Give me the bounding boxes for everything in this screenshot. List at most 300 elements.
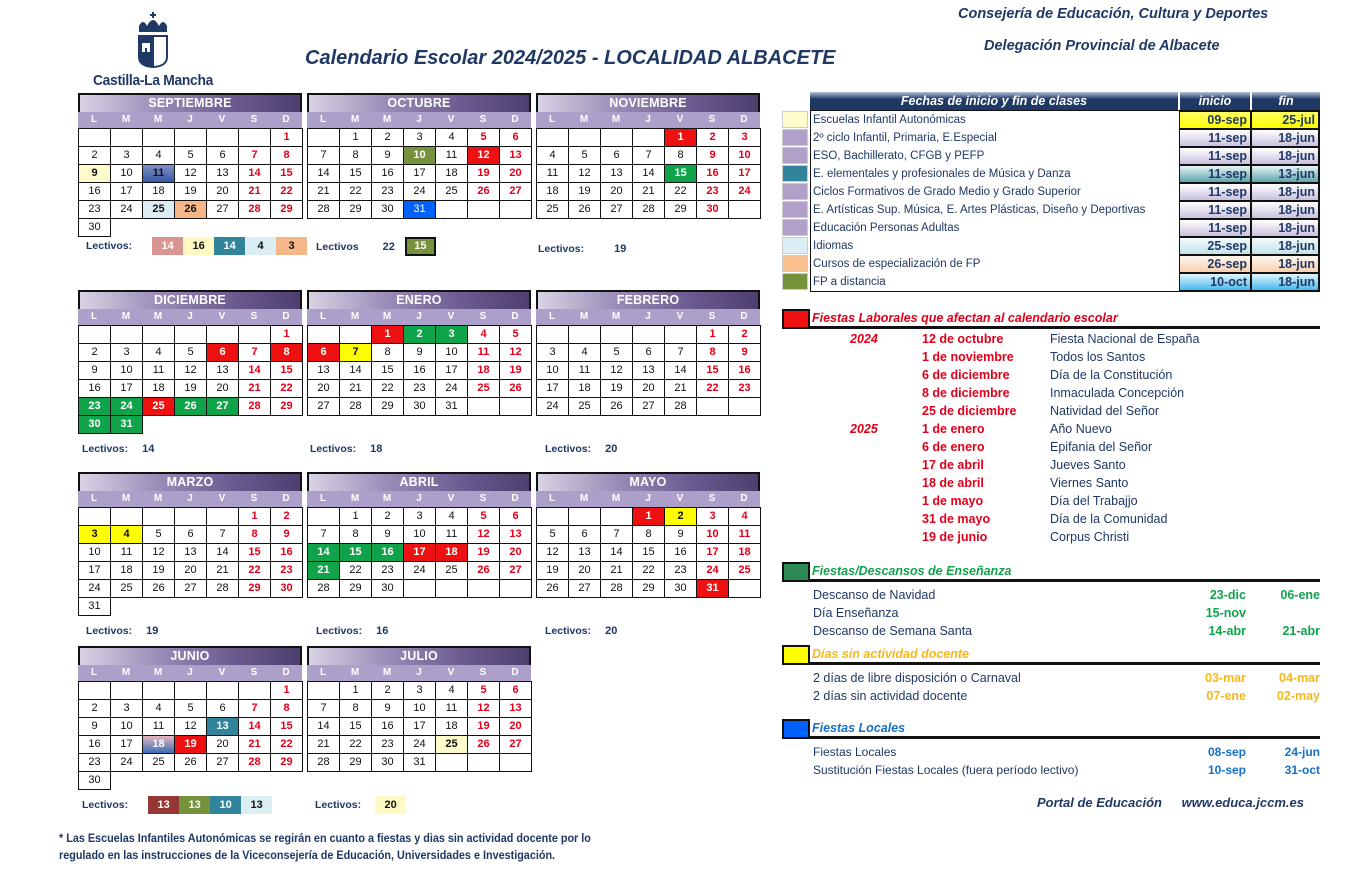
fin-date: 18-jun bbox=[1251, 219, 1319, 237]
empty-cell bbox=[536, 128, 569, 147]
day-cell: 11 bbox=[142, 361, 175, 380]
fiesta-laboral-row bbox=[782, 456, 1320, 474]
lectivos-summary bbox=[545, 622, 627, 640]
coat-of-arms-icon bbox=[133, 10, 173, 70]
fiesta-date: 19 de junio bbox=[922, 530, 988, 544]
level-label: Ciclos Formativos de Grado Medio y Grado Superior bbox=[810, 183, 1179, 201]
fiesta-date: 8 de diciembre bbox=[922, 386, 1010, 400]
day-cell: 12 bbox=[467, 699, 500, 718]
weekday-label: M bbox=[121, 311, 131, 322]
day-cell: 29 bbox=[270, 200, 303, 219]
lectivos-count: 3 bbox=[276, 237, 307, 255]
day-cell: 25 bbox=[728, 561, 761, 580]
day-cell: 30 bbox=[664, 579, 697, 598]
period-end: 31-oct bbox=[1284, 763, 1320, 777]
descansos-list bbox=[782, 586, 1320, 640]
day-cell: 20 bbox=[600, 182, 633, 201]
day-cell: 14 bbox=[664, 361, 697, 380]
period-name: Fiestas Locales bbox=[813, 745, 897, 759]
fiestas-laborales-title: Fiestas Laborales que afectan al calendario escolar bbox=[810, 310, 1320, 329]
month-abril bbox=[307, 472, 531, 597]
day-cell: 11 bbox=[728, 525, 761, 544]
fiesta-name: Fiesta Nacional de España bbox=[1050, 332, 1200, 346]
day-cell: 29 bbox=[339, 579, 372, 598]
day-cell: 29 bbox=[632, 579, 665, 598]
day-cell: 16 bbox=[78, 735, 111, 754]
fechas-row bbox=[810, 255, 1319, 273]
day-cell: 9 bbox=[371, 146, 404, 165]
day-cell: 26 bbox=[467, 561, 500, 580]
descansos-row bbox=[782, 604, 1320, 622]
day-cell: 1 bbox=[238, 507, 271, 526]
fiestas-laborales-section bbox=[782, 309, 1320, 546]
sin-actividad-swatch bbox=[782, 645, 810, 665]
lectivos-label: Lectivos: bbox=[82, 443, 129, 455]
empty-cell bbox=[142, 681, 175, 700]
empty-cell bbox=[632, 325, 665, 344]
fiesta-name: Año Nuevo bbox=[1050, 422, 1112, 436]
day-cell: 10 bbox=[403, 525, 436, 544]
day-cell: 26 bbox=[174, 397, 207, 416]
level-swatch bbox=[782, 165, 808, 182]
month-title: DICIEMBRE bbox=[78, 290, 302, 309]
day-cell: 8 bbox=[270, 146, 303, 165]
fin-date: 18-jun bbox=[1251, 237, 1319, 255]
day-cell: 24 bbox=[110, 753, 143, 772]
period-name: Descanso de Navidad bbox=[813, 588, 936, 602]
fiesta-date: 17 de abril bbox=[922, 458, 984, 472]
weekday-label: L bbox=[548, 114, 556, 125]
day-cell: 20 bbox=[174, 561, 207, 580]
fiesta-date: 1 de enero bbox=[922, 422, 985, 436]
empty-cell bbox=[435, 200, 468, 219]
fiestas-locales-swatch bbox=[782, 719, 810, 739]
fiesta-year bbox=[782, 492, 920, 510]
day-cell: 16 bbox=[403, 361, 436, 380]
weekday-label: M bbox=[350, 493, 360, 504]
day-cell: 2 bbox=[78, 343, 111, 362]
day-cell: 8 bbox=[632, 525, 665, 544]
day-grid bbox=[78, 681, 302, 789]
empty-cell bbox=[206, 597, 239, 616]
day-cell: 24 bbox=[403, 182, 436, 201]
day-cell: 19 bbox=[174, 182, 207, 201]
fiesta-year bbox=[782, 510, 920, 528]
fiesta-date: 18 de abril bbox=[922, 476, 984, 490]
weekday-label: D bbox=[511, 311, 519, 322]
level-label: Idiomas bbox=[810, 237, 1179, 255]
lectivos-count: 18 bbox=[370, 443, 383, 455]
day-cell: 27 bbox=[174, 579, 207, 598]
day-cell: 25 bbox=[467, 379, 500, 398]
day-cell: 28 bbox=[307, 200, 340, 219]
portal-url-link[interactable]: www.educa.jccm.es bbox=[1181, 795, 1304, 810]
month-septiembre bbox=[78, 93, 302, 236]
day-cell: 8 bbox=[339, 525, 372, 544]
day-cell: 2 bbox=[403, 325, 436, 344]
day-cell: 2 bbox=[78, 699, 111, 718]
day-cell: 19 bbox=[467, 543, 500, 562]
weekday-label: S bbox=[708, 311, 716, 322]
fechas-row bbox=[810, 183, 1319, 201]
empty-cell bbox=[142, 128, 175, 147]
day-cell: 8 bbox=[664, 146, 697, 165]
lectivos-count: 13 bbox=[179, 796, 210, 814]
day-cell: 19 bbox=[536, 561, 569, 580]
empty-cell bbox=[110, 325, 143, 344]
day-cell: 5 bbox=[174, 146, 207, 165]
day-cell: 8 bbox=[270, 343, 303, 362]
weekday-label: S bbox=[250, 493, 258, 504]
empty-cell bbox=[600, 128, 633, 147]
day-cell: 16 bbox=[270, 543, 303, 562]
day-cell: 17 bbox=[110, 379, 143, 398]
day-cell: 9 bbox=[403, 343, 436, 362]
fiesta-name: Día de la Comunidad bbox=[1050, 512, 1168, 526]
weekday-label: L bbox=[319, 114, 327, 125]
fiesta-name: Todos los Santos bbox=[1050, 350, 1146, 364]
period-name: Descanso de Semana Santa bbox=[813, 624, 973, 638]
sin-actividad-title: Días sin actividad docente bbox=[810, 646, 1320, 665]
empty-cell bbox=[110, 597, 143, 616]
fechas-row bbox=[810, 165, 1319, 183]
day-cell: 10 bbox=[435, 343, 468, 362]
weekday-label: D bbox=[740, 114, 748, 125]
lectivos-count: 4 bbox=[245, 237, 276, 255]
day-cell: 19 bbox=[568, 182, 601, 201]
fiestas-locales-section bbox=[782, 719, 1320, 779]
day-cell: 1 bbox=[632, 507, 665, 526]
logo-text: Castilla-La Mancha bbox=[92, 72, 214, 89]
day-cell: 28 bbox=[307, 753, 340, 772]
day-cell: 24 bbox=[78, 579, 111, 598]
day-cell: 6 bbox=[174, 525, 207, 544]
day-cell: 6 bbox=[600, 146, 633, 165]
day-cell: 16 bbox=[371, 717, 404, 736]
day-cell: 26 bbox=[600, 397, 633, 416]
day-cell: 14 bbox=[339, 361, 372, 380]
day-cell: 3 bbox=[78, 525, 111, 544]
fiesta-name: Inmaculada Concepción bbox=[1050, 386, 1185, 400]
day-cell: 7 bbox=[307, 146, 340, 165]
day-grid bbox=[78, 507, 302, 615]
level-label: Educación Personas Adultas bbox=[810, 219, 1179, 237]
period-end: 02-may bbox=[1276, 689, 1320, 703]
day-cell: 20 bbox=[568, 561, 601, 580]
weekday-label: M bbox=[153, 667, 163, 678]
day-cell: 2 bbox=[371, 128, 404, 147]
fiesta-laboral-row bbox=[782, 402, 1320, 420]
inicio-date: 25-sep bbox=[1179, 237, 1251, 255]
empty-cell bbox=[238, 128, 271, 147]
day-cell: 23 bbox=[270, 561, 303, 580]
weekday-label: D bbox=[511, 493, 519, 504]
fin-date: 18-jun bbox=[1251, 255, 1319, 273]
inicio-date: 11-sep bbox=[1179, 129, 1251, 147]
lectivos-label: Lectivos: bbox=[310, 443, 357, 455]
day-cell: 13 bbox=[632, 361, 665, 380]
fiesta-laboral-row bbox=[782, 474, 1320, 492]
day-cell: 8 bbox=[371, 343, 404, 362]
weekday-label: M bbox=[350, 667, 360, 678]
period-start: 15-nov bbox=[1205, 606, 1246, 620]
day-cell: 5 bbox=[142, 525, 175, 544]
sin-actividad-row bbox=[782, 687, 1320, 705]
empty-cell bbox=[270, 771, 303, 790]
lectivos-label: Lectivos: bbox=[545, 443, 592, 455]
day-cell: 5 bbox=[467, 681, 500, 700]
empty-cell bbox=[499, 579, 532, 598]
day-cell: 11 bbox=[435, 525, 468, 544]
weekday-label: V bbox=[447, 493, 455, 504]
delegacion-title: Delegación Provincial de Albacete bbox=[984, 38, 1220, 54]
fiesta-name: Viernes Santo bbox=[1050, 476, 1129, 490]
day-cell: 10 bbox=[110, 361, 143, 380]
empty-cell bbox=[206, 325, 239, 344]
day-cell: 7 bbox=[238, 343, 271, 362]
day-cell: 22 bbox=[664, 182, 697, 201]
weekday-label: J bbox=[187, 311, 193, 322]
empty-cell bbox=[435, 579, 468, 598]
day-cell: 10 bbox=[536, 361, 569, 380]
level-swatch bbox=[782, 147, 808, 164]
day-cell: 25 bbox=[142, 753, 175, 772]
day-cell: 7 bbox=[664, 343, 697, 362]
day-cell: 13 bbox=[307, 361, 340, 380]
fiestas-locales-row bbox=[782, 761, 1320, 779]
day-cell: 23 bbox=[664, 561, 697, 580]
day-cell: 5 bbox=[467, 507, 500, 526]
day-grid bbox=[307, 128, 531, 218]
empty-cell bbox=[238, 415, 271, 434]
weekday-label: S bbox=[250, 311, 258, 322]
day-cell: 7 bbox=[600, 525, 633, 544]
lectivos-summary bbox=[82, 796, 272, 814]
empty-cell bbox=[110, 218, 143, 237]
day-cell: 18 bbox=[142, 735, 175, 754]
day-cell: 2 bbox=[371, 681, 404, 700]
month-title: ENERO bbox=[307, 290, 531, 309]
day-cell: 9 bbox=[270, 525, 303, 544]
lectivos-label: Lectivos: bbox=[86, 625, 133, 637]
period-start: 10-sep bbox=[1207, 763, 1246, 777]
month-title: JUNIO bbox=[78, 646, 302, 665]
weekday-label: M bbox=[350, 311, 360, 322]
weekday-header bbox=[536, 491, 760, 507]
day-cell: 9 bbox=[728, 343, 761, 362]
lectivos-count: 13 bbox=[241, 796, 272, 814]
empty-cell bbox=[238, 325, 271, 344]
weekday-label: J bbox=[187, 493, 193, 504]
month-title: ABRIL bbox=[307, 472, 531, 491]
day-cell: 28 bbox=[238, 200, 271, 219]
weekday-label: J bbox=[187, 667, 193, 678]
lectivos-summary bbox=[316, 622, 398, 640]
day-cell: 17 bbox=[435, 361, 468, 380]
level-swatch bbox=[782, 201, 808, 218]
month-octubre bbox=[307, 93, 531, 218]
day-cell: 1 bbox=[339, 681, 372, 700]
day-cell: 31 bbox=[78, 597, 111, 616]
day-cell: 30 bbox=[78, 415, 111, 434]
day-cell: 18 bbox=[536, 182, 569, 201]
weekday-label: M bbox=[121, 114, 131, 125]
day-cell: 4 bbox=[110, 525, 143, 544]
empty-cell bbox=[696, 397, 729, 416]
weekday-label: V bbox=[676, 311, 684, 322]
day-cell: 30 bbox=[696, 200, 729, 219]
empty-cell bbox=[403, 579, 436, 598]
fiestas-locales-list bbox=[782, 743, 1320, 779]
fiesta-date: 6 de enero bbox=[922, 440, 985, 454]
empty-cell bbox=[600, 507, 633, 526]
day-cell: 1 bbox=[339, 507, 372, 526]
day-cell: 9 bbox=[78, 361, 111, 380]
day-cell: 14 bbox=[206, 543, 239, 562]
empty-cell bbox=[339, 325, 372, 344]
weekday-label: M bbox=[121, 493, 131, 504]
weekday-header bbox=[307, 665, 531, 681]
day-cell: 30 bbox=[78, 771, 111, 790]
day-cell: 23 bbox=[78, 200, 111, 219]
day-cell: 19 bbox=[142, 561, 175, 580]
day-cell: 10 bbox=[403, 146, 436, 165]
day-cell: 2 bbox=[728, 325, 761, 344]
day-cell: 6 bbox=[206, 699, 239, 718]
day-cell: 8 bbox=[238, 525, 271, 544]
fin-date: 13-jun bbox=[1251, 165, 1319, 183]
day-cell: 26 bbox=[142, 579, 175, 598]
day-cell: 18 bbox=[728, 543, 761, 562]
empty-cell bbox=[206, 218, 239, 237]
day-cell: 17 bbox=[78, 561, 111, 580]
period-start: 03-mar bbox=[1205, 671, 1246, 685]
day-cell: 1 bbox=[664, 128, 697, 147]
day-cell: 2 bbox=[78, 146, 111, 165]
lectivos-count: 19 bbox=[614, 243, 627, 255]
level-swatch bbox=[782, 237, 808, 254]
empty-cell bbox=[238, 218, 271, 237]
weekday-header bbox=[78, 309, 302, 325]
day-cell: 17 bbox=[696, 543, 729, 562]
day-cell: 10 bbox=[403, 699, 436, 718]
day-cell: 25 bbox=[536, 200, 569, 219]
weekday-label: J bbox=[645, 114, 651, 125]
day-cell: 6 bbox=[307, 343, 340, 362]
empty-cell bbox=[174, 507, 207, 526]
weekday-label: M bbox=[611, 311, 621, 322]
day-cell: 28 bbox=[238, 753, 271, 772]
day-cell: 23 bbox=[696, 182, 729, 201]
day-cell: 18 bbox=[142, 182, 175, 201]
level-swatch bbox=[782, 219, 808, 236]
day-cell: 3 bbox=[110, 343, 143, 362]
day-cell: 25 bbox=[142, 397, 175, 416]
empty-cell bbox=[467, 579, 500, 598]
day-cell: 25 bbox=[435, 561, 468, 580]
lectivos-summary bbox=[315, 796, 406, 814]
empty-cell bbox=[238, 681, 271, 700]
day-cell: 5 bbox=[499, 325, 532, 344]
day-cell: 26 bbox=[174, 753, 207, 772]
level-swatch bbox=[782, 183, 808, 200]
day-cell: 21 bbox=[307, 735, 340, 754]
day-cell: 21 bbox=[238, 182, 271, 201]
weekday-label: M bbox=[579, 311, 589, 322]
empty-cell bbox=[78, 507, 111, 526]
level-swatch bbox=[782, 273, 808, 290]
day-cell: 16 bbox=[78, 182, 111, 201]
sin-actividad-list bbox=[782, 669, 1320, 705]
day-cell: 6 bbox=[568, 525, 601, 544]
level-label: E. Artísticas Sup. Música, E. Artes Plásticas, Diseño y Deportivas bbox=[810, 201, 1179, 219]
day-cell: 22 bbox=[270, 182, 303, 201]
lectivos-summary bbox=[538, 240, 636, 258]
fechas-row bbox=[810, 201, 1319, 219]
lectivos-count: 14 bbox=[214, 237, 245, 255]
month-title: SEPTIEMBRE bbox=[78, 93, 302, 112]
day-cell: 4 bbox=[435, 507, 468, 526]
day-cell: 17 bbox=[728, 164, 761, 183]
lectivos-count: 16 bbox=[183, 237, 214, 255]
empty-cell bbox=[728, 200, 761, 219]
fechas-row bbox=[810, 147, 1319, 165]
day-cell: 20 bbox=[499, 543, 532, 562]
empty-cell bbox=[110, 771, 143, 790]
fiesta-laboral-row bbox=[782, 330, 1320, 348]
day-cell: 7 bbox=[238, 146, 271, 165]
day-cell: 20 bbox=[307, 379, 340, 398]
day-cell: 11 bbox=[110, 543, 143, 562]
month-diciembre bbox=[78, 290, 302, 433]
fiesta-date: 25 de diciembre bbox=[922, 404, 1017, 418]
day-cell: 15 bbox=[339, 543, 372, 562]
day-cell: 17 bbox=[403, 543, 436, 562]
fin-date: 25-jul bbox=[1251, 111, 1319, 129]
lectivos-label: Lectivos: bbox=[545, 625, 592, 637]
weekday-label: L bbox=[319, 667, 327, 678]
day-cell: 28 bbox=[664, 397, 697, 416]
day-cell: 26 bbox=[536, 579, 569, 598]
day-cell: 5 bbox=[568, 146, 601, 165]
fiesta-name: Corpus Christi bbox=[1050, 530, 1130, 544]
day-grid bbox=[307, 507, 531, 597]
day-cell: 13 bbox=[174, 543, 207, 562]
month-mayo bbox=[536, 472, 760, 597]
day-cell: 24 bbox=[728, 182, 761, 201]
weekday-label: L bbox=[548, 493, 556, 504]
day-cell: 19 bbox=[467, 164, 500, 183]
day-cell: 15 bbox=[664, 164, 697, 183]
weekday-label: J bbox=[416, 667, 422, 678]
weekday-label: V bbox=[447, 114, 455, 125]
day-cell: 6 bbox=[499, 128, 532, 147]
day-cell: 23 bbox=[371, 561, 404, 580]
fiesta-name: Día del Trabajjo bbox=[1050, 494, 1138, 508]
fiesta-year bbox=[782, 348, 920, 366]
empty-cell bbox=[110, 681, 143, 700]
weekday-label: M bbox=[153, 114, 163, 125]
day-cell: 4 bbox=[142, 343, 175, 362]
inicio-date: 11-sep bbox=[1179, 219, 1251, 237]
day-cell: 23 bbox=[371, 735, 404, 754]
empty-cell bbox=[499, 200, 532, 219]
day-cell: 13 bbox=[206, 164, 239, 183]
day-cell: 27 bbox=[499, 182, 532, 201]
day-cell: 9 bbox=[78, 164, 111, 183]
empty-cell bbox=[142, 771, 175, 790]
day-cell: 31 bbox=[403, 200, 436, 219]
